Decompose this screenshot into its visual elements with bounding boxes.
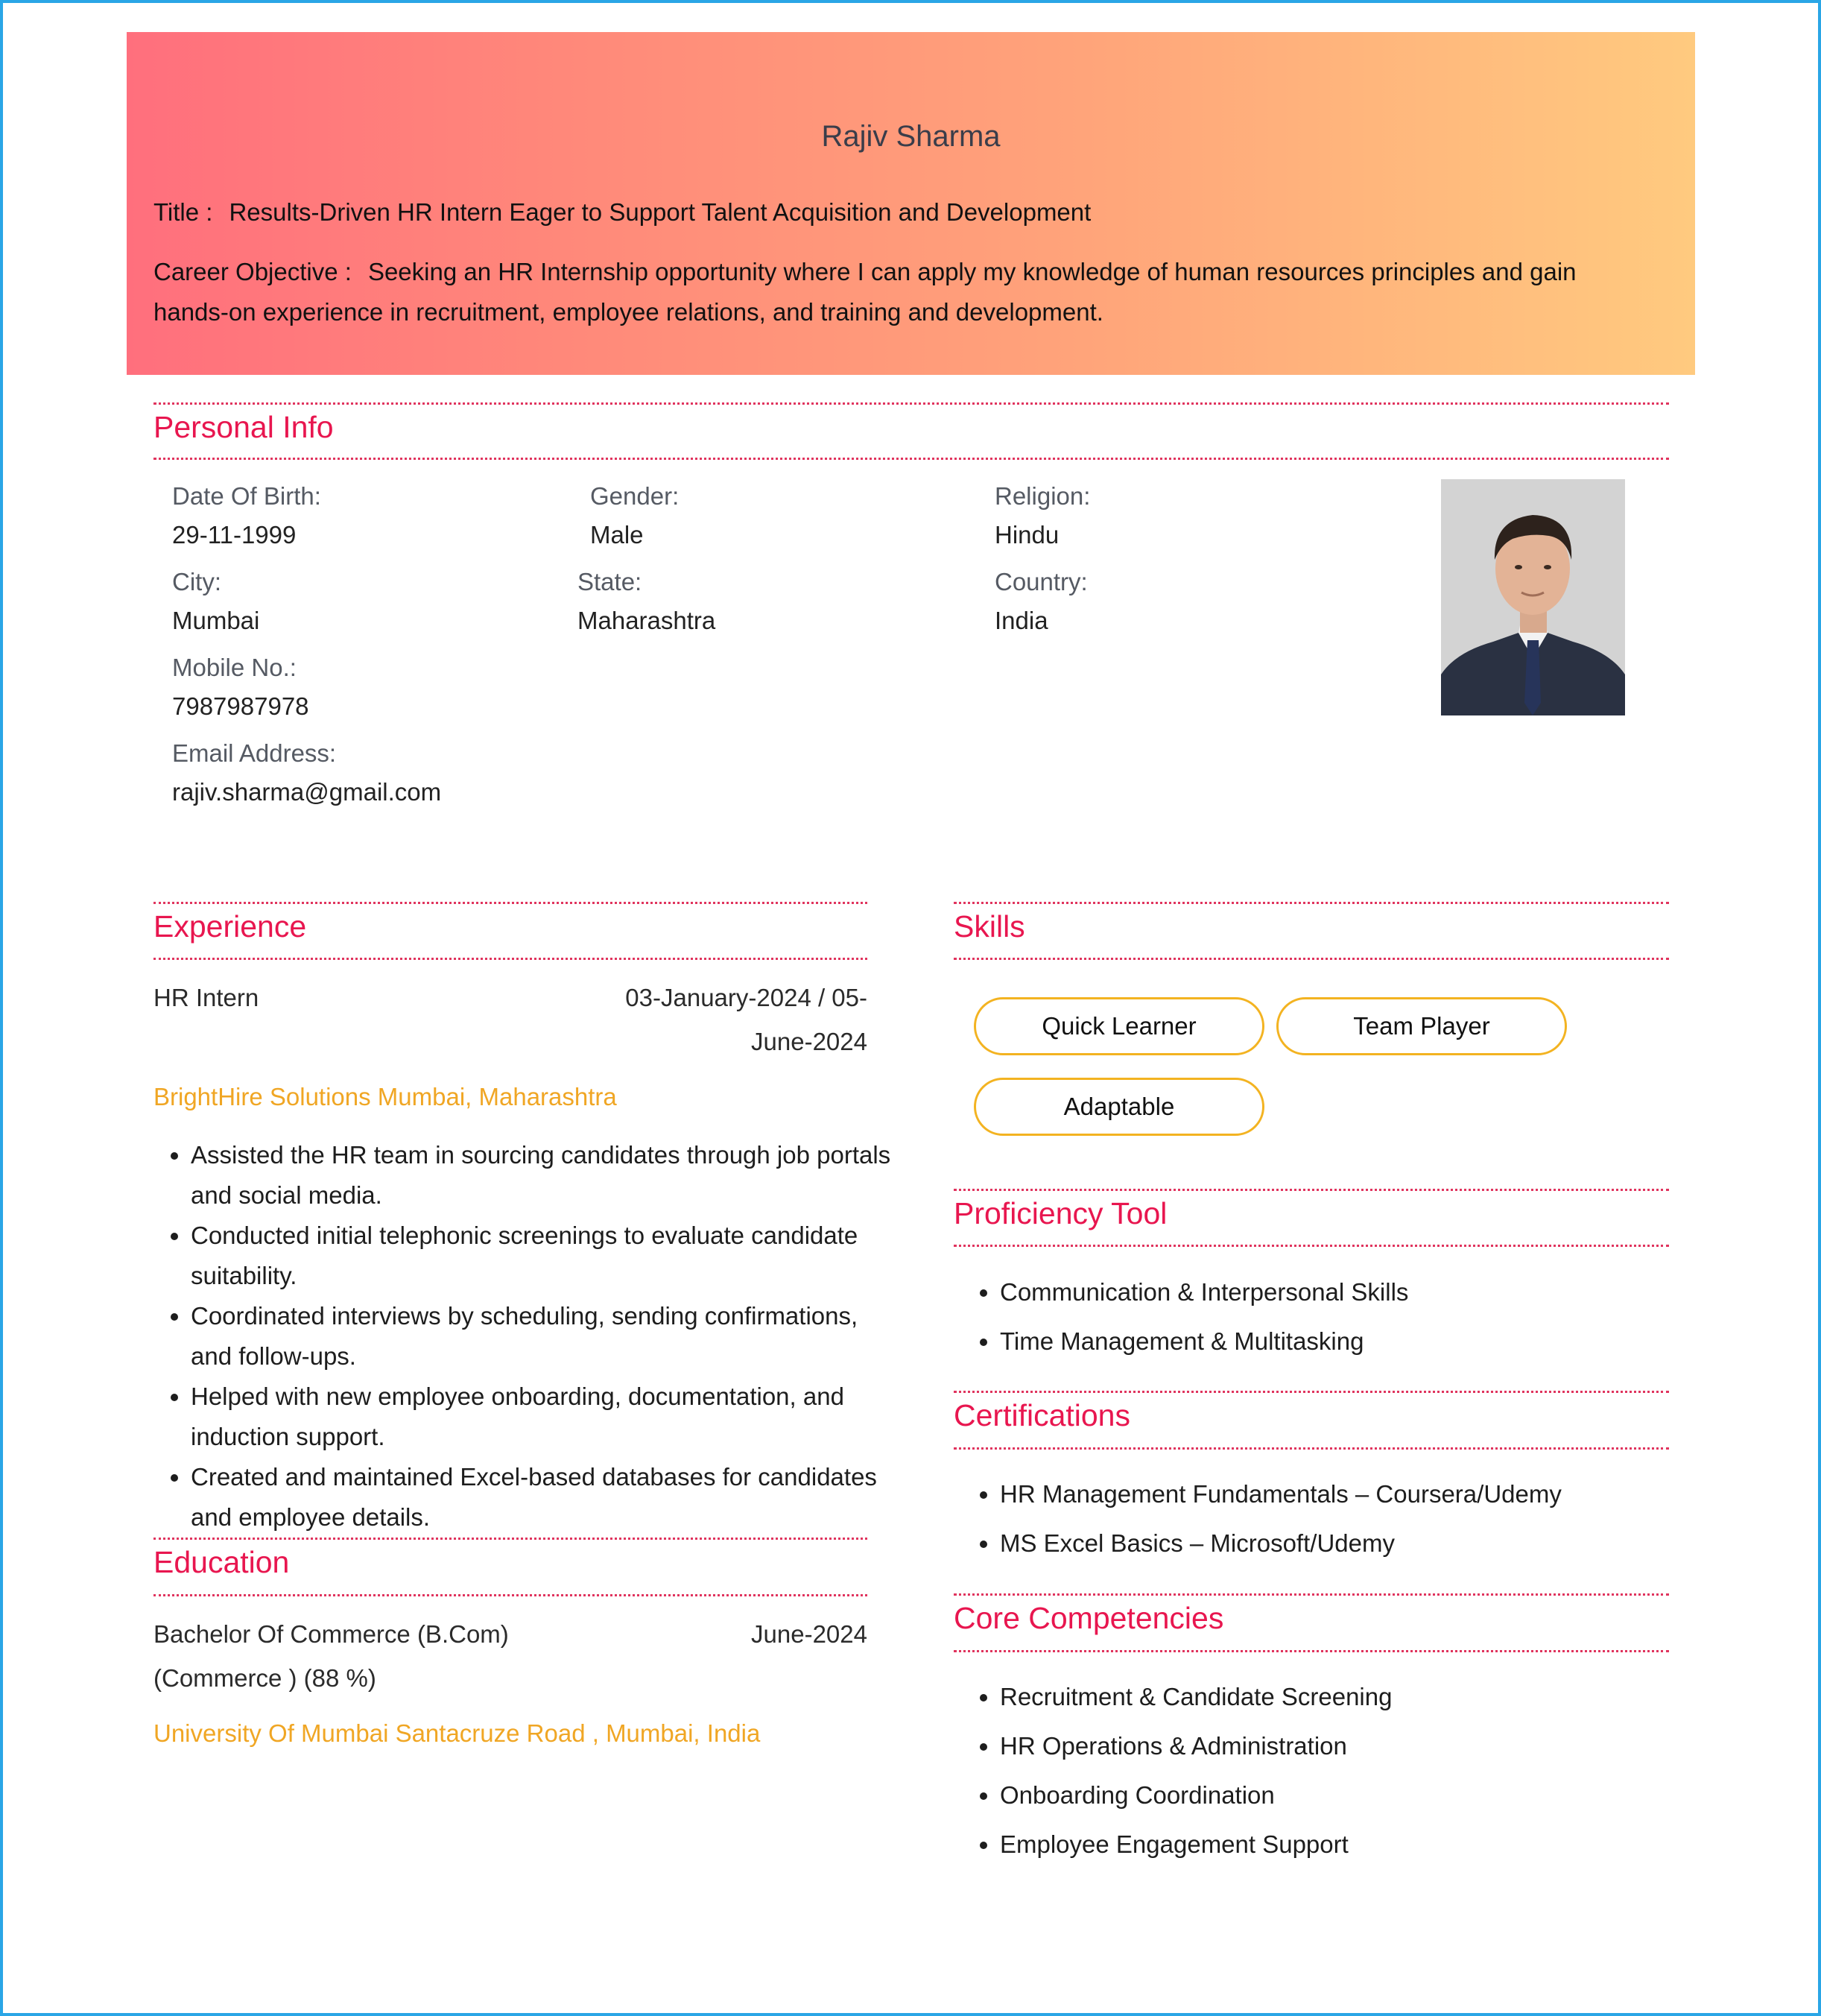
list-item: • Helped with new employee onboarding, documentation, and induction support. <box>191 1377 905 1457</box>
city-label: City: <box>172 568 221 595</box>
email-value: rajiv.sharma@gmail.com <box>172 778 442 806</box>
skills-rule-bottom <box>954 958 1669 960</box>
dob-value: 29-11-1999 <box>172 521 297 549</box>
email-label: Email Address: <box>172 739 337 767</box>
title-label: Title : <box>153 198 213 226</box>
personal-rule-bottom <box>153 458 1669 460</box>
state-value: Maharashtra <box>577 607 716 634</box>
experience-dates-line1: 03-January-2024 / 05- <box>625 984 867 1011</box>
skills-heading: Skills <box>954 909 1025 944</box>
list-item: • HR Operations & Administration <box>1000 1726 1700 1766</box>
proficiency-list <box>963 1272 1700 1371</box>
list-item: • Employee Engagement Support <box>1000 1824 1700 1865</box>
education-degree-line2: (Commerce ) (88 %) <box>153 1664 376 1692</box>
experience-heading: Experience <box>153 909 307 944</box>
list-item: • MS Excel Basics – Microsoft/Udemy <box>1000 1523 1700 1564</box>
country-label: Country: <box>995 568 1088 595</box>
objective-line <box>153 252 1635 332</box>
education-date: June-2024 <box>751 1620 867 1648</box>
list-item: • Time Management & Multitasking <box>1000 1321 1700 1362</box>
experience-role: HR Intern <box>153 984 259 1011</box>
objective-label: Career Objective : <box>153 258 352 285</box>
dob-label: Date Of Birth: <box>172 482 321 510</box>
experience-company: BrightHire Solutions Mumbai, Maharashtra <box>153 1083 617 1110</box>
skills-rule-top <box>954 902 1669 904</box>
personal-rule-top <box>153 402 1669 405</box>
experience-bullets <box>153 1135 905 1538</box>
candidate-name: Rajiv Sharma <box>821 120 1001 153</box>
proficiency-rule-top <box>954 1189 1669 1191</box>
city-value: Mumbai <box>172 607 260 634</box>
competencies-rule-bottom <box>954 1650 1669 1652</box>
experience-dates-line2: June-2024 <box>751 1028 867 1055</box>
religion-value: Hindu <box>995 521 1060 549</box>
gender-label: Gender: <box>590 482 680 510</box>
list-item: • Onboarding Coordination <box>1000 1775 1700 1816</box>
mobile-label: Mobile No.: <box>172 654 297 681</box>
competencies-list <box>963 1677 1700 1874</box>
list-item: • Recruitment & Candidate Screening <box>1000 1677 1700 1717</box>
experience-rule-bottom <box>153 958 867 960</box>
list-item: • Created and maintained Excel-based databases for candidates and employee details. <box>191 1457 905 1538</box>
education-rule-bottom <box>153 1594 867 1596</box>
objective-text: Seeking an HR Internship opportunity where I can apply my knowledge of human resources principles and gain hands-on experience in recruitment, employee relations, and training and development. <box>153 258 1577 326</box>
personal-heading: Personal Info <box>153 410 334 444</box>
certifications-rule-bottom <box>954 1447 1669 1450</box>
person-portrait-icon <box>1441 479 1625 715</box>
certifications-heading: Certifications <box>954 1398 1130 1432</box>
gender-value: Male <box>590 521 644 549</box>
list-item: • Conducted initial telephonic screenings to evaluate candidate suitability. <box>191 1216 905 1296</box>
list-item: • Assisted the HR team in sourcing candidates through job portals and social media. <box>191 1135 905 1216</box>
title-line <box>153 192 1635 233</box>
profile-photo <box>1441 479 1625 715</box>
certifications-list <box>963 1474 1700 1573</box>
mobile-value: 7987987978 <box>172 692 309 720</box>
experience-rule-top <box>153 902 867 904</box>
religion-label: Religion: <box>995 482 1091 510</box>
proficiency-rule-bottom <box>954 1245 1669 1247</box>
skill-pill: Quick Learner <box>974 997 1264 1055</box>
competencies-heading: Core Competencies <box>954 1601 1224 1635</box>
proficiency-heading: Proficiency Tool <box>954 1196 1168 1230</box>
education-heading: Education <box>153 1545 290 1579</box>
resume-header <box>127 32 1695 375</box>
education-rule-top <box>153 1538 867 1540</box>
list-item: • Communication & Interpersonal Skills <box>1000 1272 1700 1312</box>
title-text: Results-Driven HR Intern Eager to Support Talent Acquisition and Development <box>229 198 1092 226</box>
list-item: • Coordinated interviews by scheduling, sending confirmations, and follow-ups. <box>191 1296 905 1377</box>
skill-pill: Adaptable <box>974 1078 1264 1136</box>
education-institution: University Of Mumbai Santacruze Road , Mumbai, India <box>153 1719 761 1747</box>
state-label: State: <box>577 568 642 595</box>
competencies-rule-top <box>954 1593 1669 1596</box>
country-value: India <box>995 607 1048 634</box>
list-item: • HR Management Fundamentals – Coursera/Udemy <box>1000 1474 1700 1514</box>
skill-pill: Team Player <box>1276 997 1567 1055</box>
education-degree-line1: Bachelor Of Commerce (B.Com) <box>153 1620 509 1648</box>
certifications-rule-top <box>954 1391 1669 1393</box>
